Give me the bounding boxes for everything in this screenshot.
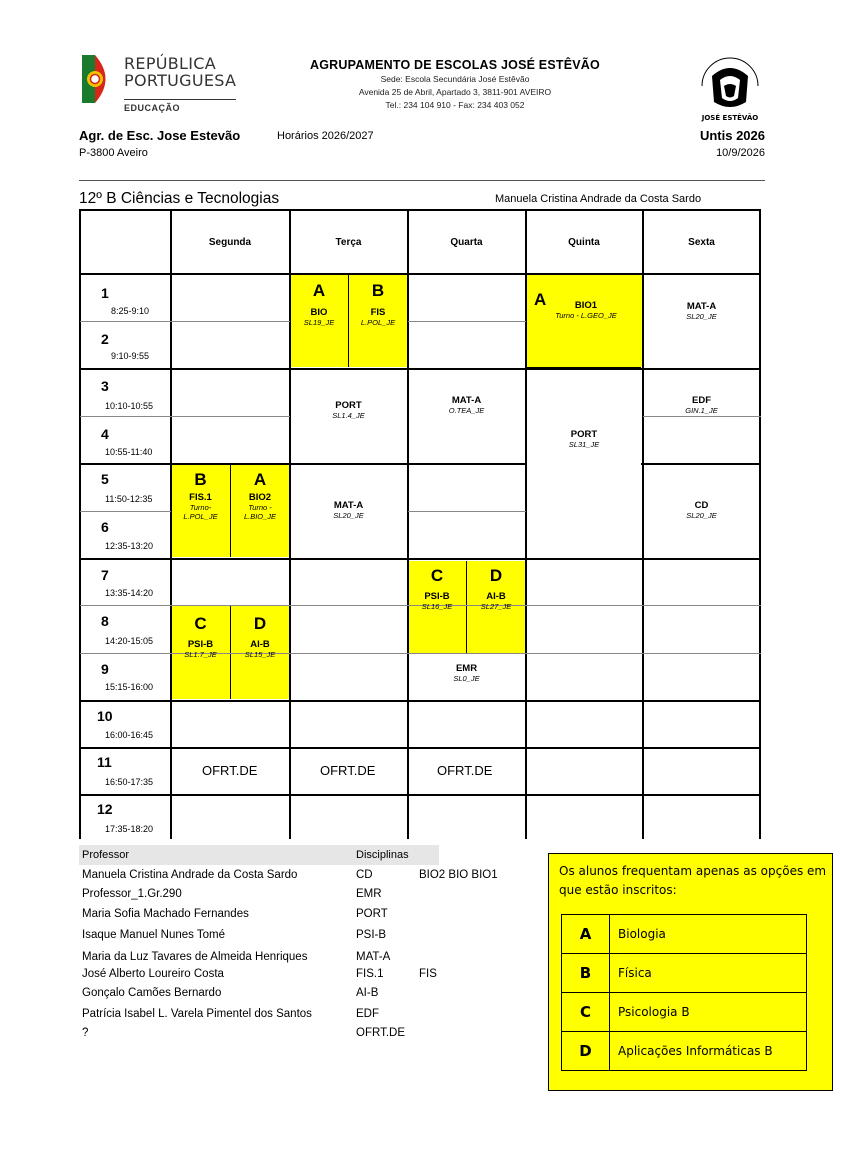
lesson-qui-port [526, 429, 642, 449]
school-seal-icon [690, 46, 770, 126]
lesson-sex-mat [643, 301, 760, 321]
grid-line [80, 700, 761, 702]
lesson-qua-c [408, 566, 466, 611]
lesson-room: SL31_JE [568, 440, 600, 449]
period-time: 13:35-14:20 [105, 588, 154, 598]
grid-line [408, 321, 526, 322]
period-number: 3 [101, 378, 109, 394]
period-time: 14:20-15:05 [105, 636, 154, 646]
period-number: 11 [97, 754, 112, 770]
period-number: 10 [97, 708, 113, 724]
option-letter: B [371, 281, 385, 300]
lesson-subject: PSI-B [187, 639, 214, 650]
period-number: 6 [101, 519, 109, 535]
professor-name: Manuela Cristina Andrade da Costa Sardo [82, 869, 298, 881]
grid-line [80, 321, 171, 322]
divider [124, 99, 236, 100]
period-number: 2 [101, 331, 109, 347]
period-number: 8 [101, 613, 109, 629]
professor-discipline: PSI-B [356, 929, 387, 941]
grid-line [171, 416, 290, 417]
period-time: 15:15-16:00 [105, 682, 154, 692]
horarios: Horários 2026/2027 [277, 130, 374, 142]
lesson-subject: MAT-A [686, 301, 717, 312]
lesson-sex-edf [643, 395, 760, 415]
agr-name: Agr. de Esc. Jose Estevão [79, 128, 241, 143]
lesson-room: SL20_JE [333, 511, 364, 520]
legend-note: Os alunos frequentam apenas as opções em que estão inscritos: [559, 864, 827, 897]
lesson-room: SL1.4_JE [332, 411, 365, 420]
class-name: 12º B Ciências e Tecnologias [79, 190, 280, 207]
professor-name: ? [82, 1027, 89, 1039]
day-header: Quinta [568, 236, 600, 248]
option-letter: C [430, 566, 444, 585]
grid-line [80, 368, 761, 370]
school-sub3: Tel.: 234 104 910 - Fax: 234 403 052 [385, 100, 525, 110]
professor-discipline: FIS.1 [356, 968, 384, 980]
grid-line [170, 210, 172, 839]
lesson-room: SL20_JE [686, 312, 717, 321]
col-disciplinas: Disciplinas [356, 849, 409, 861]
lesson-room: L.POL_JE [183, 512, 218, 521]
lesson-room: L.POL_JE [360, 318, 396, 327]
period-time: 10:55-11:40 [105, 447, 153, 457]
grid-line [80, 794, 761, 796]
lesson-subject: EMR [455, 663, 478, 674]
lesson-room: O.TEA_JE [448, 406, 485, 415]
lesson-subject: PSI-B [424, 591, 450, 602]
lesson-subject: FIS.1 [189, 492, 212, 503]
legend-letter: A [562, 915, 610, 954]
lesson-seg-c [171, 614, 230, 659]
legend-name: Biologia [610, 915, 807, 954]
legend-row [562, 1032, 807, 1071]
grid-line [525, 210, 527, 839]
option-letter: B [194, 470, 207, 489]
grid-line [408, 511, 526, 512]
professor-name: Patrícia Isabel L. Varela Pimentel dos Santos [82, 1008, 312, 1020]
col-professor: Professor [82, 849, 130, 861]
lesson-ter-b [349, 281, 407, 327]
day-header: Quarta [450, 236, 483, 248]
period-time: 11:50-12:35 [105, 494, 153, 504]
lesson-qua-mat [408, 395, 525, 415]
lesson-subject: CD [694, 500, 709, 511]
merge-mask [527, 462, 641, 466]
lesson-room: Turno - L.GEO_JE [555, 311, 617, 320]
professor-name: Isaque Manuel Nunes Tomé [82, 929, 225, 941]
period-number: 1 [101, 285, 109, 301]
professor-discipline-extra: FIS [419, 968, 437, 980]
option-letter: D [253, 614, 267, 633]
period-time: 12:35-13:20 [105, 541, 154, 551]
option-letter: D [489, 566, 503, 585]
republic-line1: REPÚBLICA [124, 54, 217, 73]
period-number: 9 [101, 661, 109, 677]
legend-row [562, 915, 807, 954]
professor-name: Professor_1.Gr.290 [82, 888, 182, 900]
lesson-ter-port [290, 400, 407, 420]
professor-discipline: CD [356, 869, 373, 881]
print-date: 10/9/2026 [716, 147, 765, 159]
svg-text:JOSÉ ESTÊVÃO: JOSÉ ESTÊVÃO [701, 114, 759, 122]
lesson-subject: BIO [310, 307, 328, 318]
lesson-room: Turno - [248, 503, 272, 512]
untis-label: Untis 2026 [699, 128, 765, 143]
lesson-room: SL20_JE [686, 511, 717, 520]
lesson-ofrt: OFRT.DE [202, 763, 258, 778]
republic-sub: EDUCAÇÃO [124, 103, 181, 113]
lesson-subject: MAT-A [333, 500, 364, 511]
lesson-subject: MAT-A [451, 395, 482, 406]
period-number: 12 [97, 801, 113, 817]
lesson-ter-a [290, 281, 348, 327]
period-time: 17:35-18:20 [105, 824, 154, 834]
school-sub2: Avenida 25 de Abril, Apartado 3, 3811-901 AVEIRO [358, 87, 552, 97]
lesson-subject: AI-B [486, 591, 506, 602]
grid-line [527, 367, 641, 370]
lesson-subject: PORT [335, 400, 362, 411]
option-letter: C [194, 614, 207, 633]
lesson-room: SL0_JE [453, 674, 480, 683]
lesson-subject: EDF [692, 395, 711, 406]
lesson-seg-b [171, 470, 230, 521]
professor-discipline: AI-B [356, 987, 379, 999]
professor-discipline: OFRT.DE [356, 1027, 405, 1039]
professor-name: Maria Sofia Machado Fernandes [82, 908, 249, 920]
period-time: 10:10-10:55 [105, 401, 154, 411]
lesson-ofrt: OFRT.DE [320, 763, 376, 778]
day-header: Sexta [688, 236, 715, 248]
grid-line [643, 416, 761, 417]
period-number: 7 [101, 567, 109, 583]
legend-name: Aplicações Informáticas B [610, 1032, 807, 1071]
period-number: 5 [101, 471, 109, 487]
lesson-sex-cd [643, 500, 760, 520]
school-title: AGRUPAMENTO DE ESCOLAS JOSÉ ESTÊVÃO [310, 58, 600, 72]
grid-line [80, 463, 761, 465]
professor-name: Gonçalo Camões Bernardo [82, 987, 222, 999]
lesson-qui-a [536, 300, 636, 320]
lesson-ofrt: OFRT.DE [437, 763, 493, 778]
lesson-subject: BIO1 [574, 300, 598, 311]
grid-line [80, 558, 761, 560]
lesson-qua-emr [408, 663, 525, 683]
grid-line [80, 511, 171, 512]
legend-name: Psicologia B [610, 993, 807, 1032]
postal-code: P-3800 Aveiro [79, 147, 148, 159]
lesson-room: SL27_JE [480, 602, 512, 611]
period-time: 8:25-9:10 [111, 306, 150, 316]
professor-discipline: MAT-A [356, 951, 391, 963]
lesson-room: L.BIO_JE [243, 512, 277, 521]
legend-table [561, 914, 807, 1071]
grid-line [80, 273, 761, 275]
legend-name: Física [610, 954, 807, 993]
school-header [300, 58, 610, 111]
lesson-room: SL1.7_JE [184, 650, 217, 659]
lesson-subject: BIO2 [248, 492, 272, 503]
professor-discipline: EDF [356, 1008, 379, 1020]
day-header: Terça [335, 236, 362, 248]
day-header: Segunda [208, 236, 252, 248]
republic-line2: PORTUGUESA [124, 71, 237, 90]
grid-line [407, 210, 409, 839]
lesson-subject: AI-B [250, 639, 270, 650]
lesson-room: SL15_JE [244, 650, 276, 659]
period-time: 16:50-17:35 [105, 777, 154, 787]
lesson-qua-d [467, 566, 525, 611]
legend-letter: B [562, 954, 610, 993]
period-number: 4 [101, 426, 109, 442]
option-letter: A [534, 290, 547, 309]
professor-table-header [79, 845, 439, 865]
option-letter: A [253, 470, 267, 489]
lesson-subject: PORT [570, 429, 598, 440]
grid-line [80, 747, 761, 749]
lesson-room: Turno- [189, 503, 212, 512]
republica-logo-icon [82, 55, 116, 103]
header-divider [79, 180, 765, 181]
republic-name [124, 55, 236, 89]
professor-discipline-extra: BIO2 BIO BIO1 [419, 869, 498, 881]
options-legend [548, 853, 833, 1091]
lesson-seg-a [231, 470, 289, 521]
lesson-subject: FIS [370, 307, 386, 318]
professor-name: José Alberto Loureiro Costa [82, 968, 224, 980]
class-teacher: Manuela Cristina Andrade da Costa Sardo [495, 193, 702, 205]
school-sub1: Sede: Escola Secundária José Estêvão [380, 74, 530, 84]
professor-discipline: EMR [356, 888, 382, 900]
lesson-ter-mat [290, 500, 407, 520]
lesson-room: SL16_JE [421, 602, 453, 611]
legend-row [562, 993, 807, 1032]
period-time: 9:10-9:55 [111, 351, 150, 361]
legend-letter: C [562, 993, 610, 1032]
grid-line [80, 416, 171, 417]
professor-discipline: PORT [356, 908, 388, 920]
legend-letter: D [562, 1032, 610, 1071]
professor-name: Maria da Luz Tavares de Almeida Henriques [82, 951, 308, 963]
lesson-seg-d [231, 614, 289, 659]
period-time: 16:00-16:45 [105, 730, 154, 740]
grid-line [171, 321, 290, 322]
legend-row [562, 954, 807, 993]
lesson-room: GIN.1_JE [685, 406, 718, 415]
option-letter: A [312, 281, 326, 300]
lesson-room: SL19_JE [303, 318, 335, 327]
